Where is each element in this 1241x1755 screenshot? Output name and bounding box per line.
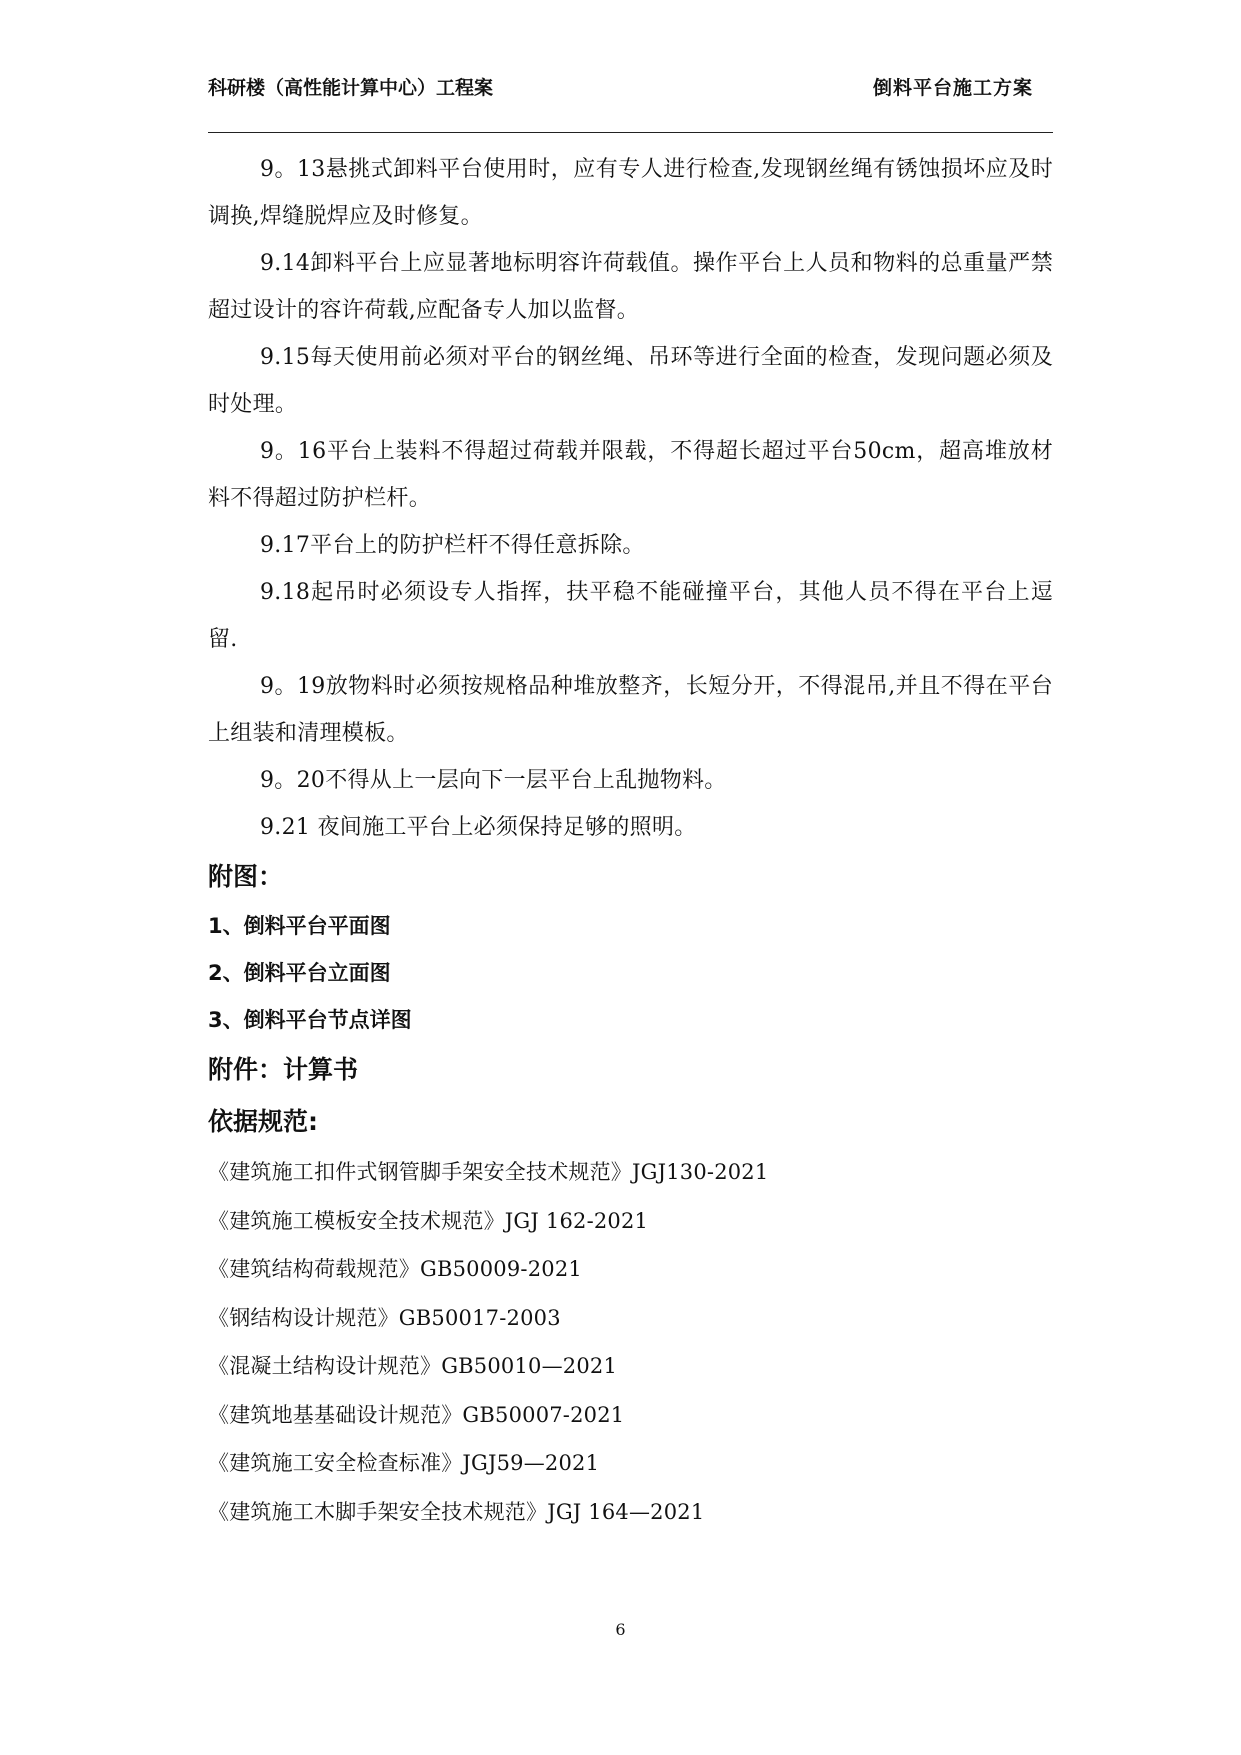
standard-item: 《建筑地基基础设计规范》GB50007-2021: [208, 1402, 625, 1427]
clause-9-15: 9.15每天使用前必须对平台的钢丝绳、吊环等进行全面的检查，发现问题必须及时处理。: [208, 345, 1053, 417]
page-header: [208, 74, 1053, 133]
standards-list: [208, 1148, 1053, 1536]
clause-9-13: 9。13悬挑式卸料平台使用时，应有专人进行检查,发现钢丝绳有锈蚀损坏应及时调换,焊缝脱焊应及时修复。: [208, 157, 1053, 229]
figure-item: 1、倒料平台平面图: [208, 914, 391, 938]
standard-item: 《建筑施工安全检查标准》JGJ59—2021: [208, 1451, 600, 1475]
clause-9-18: 9.18起吊时必须设专人指挥，扶平稳不能碰撞平台，其他人员不得在平台上逗留.: [208, 580, 1053, 652]
standard-item: 《建筑施工扣件式钢管脚手架安全技术规范》JGJ130-2021: [208, 1160, 769, 1184]
clause-9-14: 9.14卸料平台上应显著地标明容许荷载值。操作平台上人员和物料的总重量严禁超过设计的容许荷载,应配备专人加以监督。: [208, 251, 1053, 323]
header-project-title: 科研楼（高性能计算中心）工程案: [208, 77, 494, 99]
clause-9-19: 9。19放物料时必须按规格品种堆放整齐，长短分开，不得混吊,并且不得在平台上组装和清理模板。: [208, 674, 1053, 746]
standard-item: 《混凝土结构设计规范》GB50010—2021: [208, 1354, 618, 1378]
page-body: [208, 146, 1053, 1536]
clause-9-17: 9.17平台上的防护栏杆不得任意拆除。: [260, 533, 645, 558]
page-number: 6: [615, 1620, 626, 1639]
header-document-title: 倒料平台施工方案: [872, 77, 1033, 99]
clause-9-20: 9。20不得从上一层向下一层平台上乱抛物料。: [260, 768, 727, 793]
standard-item: 《建筑结构荷载规范》GB50009-2021: [208, 1257, 582, 1281]
clause-9-21: 9.21 夜间施工平台上必须保持足够的照明。: [260, 815, 697, 840]
figures-heading: 附图：: [208, 862, 284, 891]
standard-item: 《建筑施工木脚手架安全技术规范》JGJ 164—2021: [208, 1499, 705, 1524]
figure-item: 2、倒料平台立面图: [208, 961, 391, 985]
standards-heading: 依据规范:: [208, 1107, 318, 1136]
figure-item: 3、倒料平台节点详图: [208, 1008, 412, 1032]
standard-item: 《钢结构设计规范》GB50017-2003: [208, 1305, 561, 1330]
standard-item: 《建筑施工模板安全技术规范》JGJ 162-2021: [208, 1208, 649, 1233]
appendix-heading: 附件：计算书: [208, 1055, 359, 1084]
clause-9-16: 9。16平台上装料不得超过荷载并限载，不得超长超过平台50cm，超高堆放材料不得超过防护栏杆。: [208, 439, 1053, 511]
